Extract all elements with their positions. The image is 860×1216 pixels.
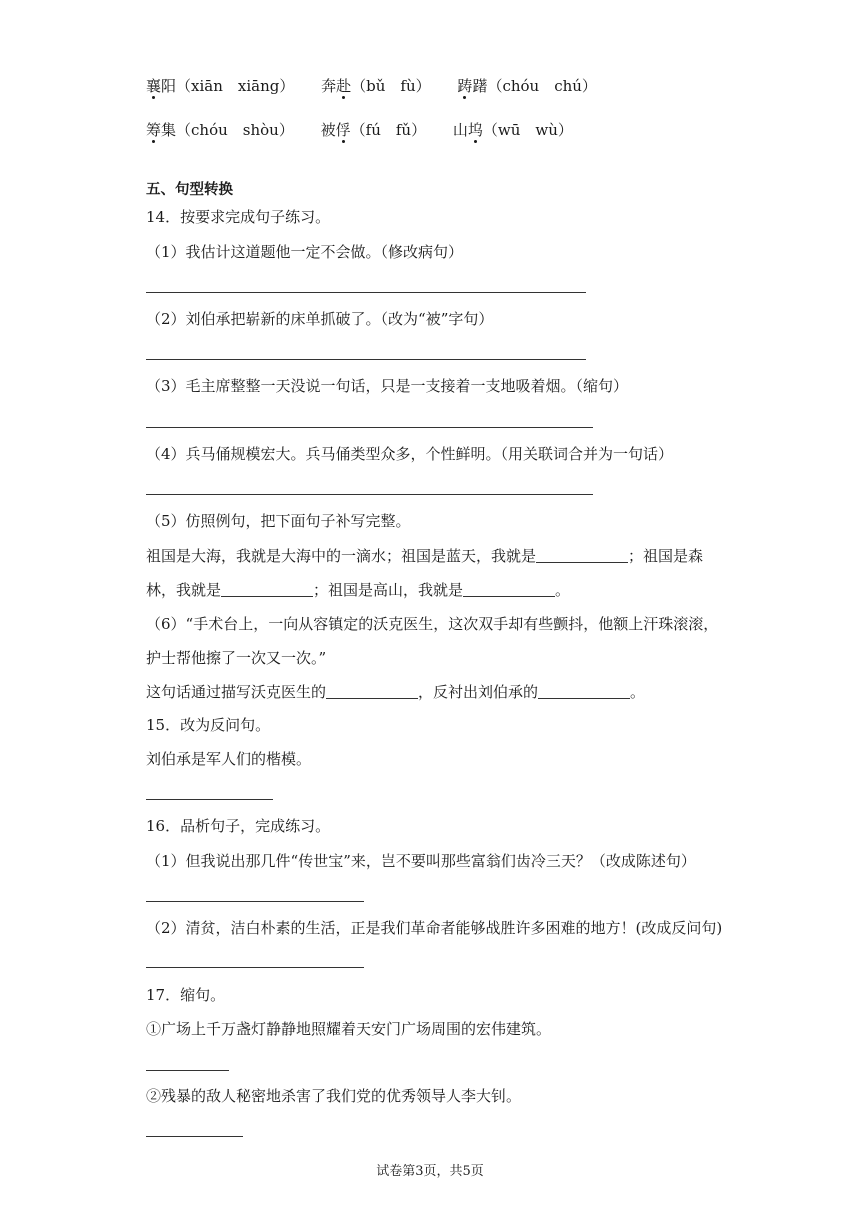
question-14-part-6-line-1: （6）“手术台上，一向从容镇定的沃克医生，这次双手却有些颤抖，他额上汗珠滚滚， (146, 615, 719, 633)
question-14-part-4: （4）兵马俑规模宏大。兵马俑类型众多，个性鲜明。（用关联词合并为一句话） (146, 445, 674, 463)
question-16-part-2: （2）清贫，洁白朴素的生活，正是我们革命者能够战胜许多困难的地方！(改成反问句) (146, 919, 723, 937)
fill-blank[interactable] (538, 684, 630, 699)
question-14-part-3: （3）毛主席整整一天没说一句话，只是一支接着一支地吸着烟。（缩句） (146, 377, 629, 395)
question-14-part-1: （1）我估计这道题他一定不会做。（修改病句） (146, 243, 464, 261)
answer-line[interactable] (146, 1136, 243, 1137)
answer-line[interactable] (146, 901, 364, 902)
fill-blank[interactable] (463, 582, 555, 597)
pinyin-item: 筹集（chóu shòu） (146, 121, 294, 139)
pinyin-item: 踌躇（chóu chú） (457, 77, 597, 95)
pinyin-item: 被俘（fú fǔ） (320, 121, 427, 139)
question-14-part-5-line-2: 林，我就是 ；祖国是高山，我就是 。 (146, 581, 571, 599)
section-title: 五、句型转换 (146, 182, 233, 198)
question-14-part-6-line-2: 护士帮他擦了一次又一次。” (146, 649, 327, 667)
page-footer: 试卷第3页，共5页 (376, 1164, 484, 1179)
pinyin-row-2 (146, 120, 595, 140)
answer-line[interactable] (146, 292, 586, 293)
question-14-title: 14．按要求完成句子练习。 (146, 208, 331, 226)
question-15-sentence: 刘伯承是军人们的楷模。 (146, 750, 312, 768)
answer-line[interactable] (146, 1070, 229, 1071)
fill-blank[interactable] (221, 582, 313, 597)
answer-line[interactable] (146, 799, 273, 800)
fill-blank[interactable] (326, 684, 418, 699)
question-16-part-1: （1）但我说出那几件“传世宝”来，岂不要叫那些富翁们齿冷三天？（改成陈述句） (146, 852, 696, 870)
answer-line[interactable] (146, 494, 593, 495)
question-17-part-1: ①广场上千万盏灯静静地照耀着天安门广场周围的宏伟建筑。 (146, 1020, 552, 1038)
question-16-title: 16．品析句子，完成练习。 (146, 817, 331, 835)
answer-line[interactable] (146, 427, 593, 428)
question-14-part-2: （2）刘伯承把崭新的床单抓破了。（改为“被”字句） (146, 310, 494, 328)
pinyin-item: 奔赴（bǔ fù） (321, 77, 431, 95)
fill-blank[interactable] (536, 548, 628, 563)
answer-line[interactable] (146, 359, 586, 360)
pinyin-item: 襄阳（xiān xiāng） (146, 77, 295, 95)
question-17-part-2: ②残暴的敌人秘密地杀害了我们党的优秀领导人李大钊。 (146, 1087, 522, 1105)
pinyin-row-1 (146, 76, 619, 96)
answer-line[interactable] (146, 967, 364, 968)
pinyin-item: 山坞（wū wù） (452, 121, 573, 139)
question-14-part-5-line-1: 祖国是大海，我就是大海中的一滴水；祖国是蓝天，我就是 ；祖国是森 (146, 547, 704, 565)
question-14-part-6-line-3: 这句话通过描写沃克医生的 ，反衬出刘伯承的 。 (146, 683, 646, 701)
question-14-part-5: （5）仿照例句，把下面句子补写完整。 (146, 512, 411, 530)
question-17-title: 17．缩句。 (146, 986, 226, 1004)
question-15-title: 15．改为反问句。 (146, 716, 271, 734)
